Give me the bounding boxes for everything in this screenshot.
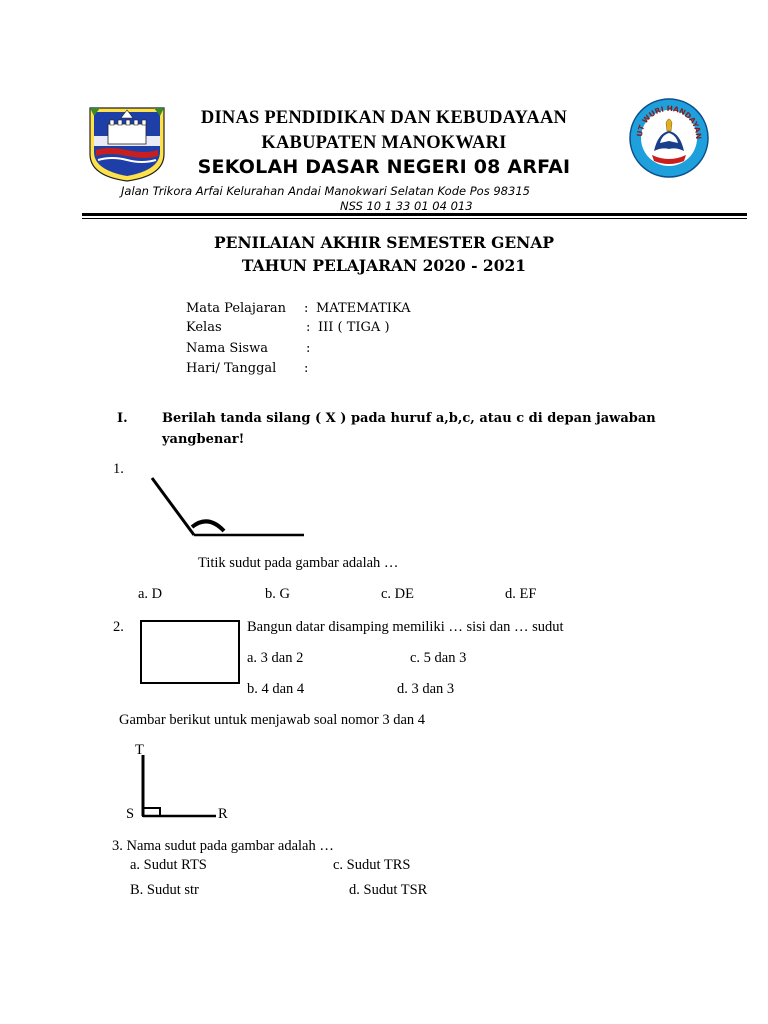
info-value-class: III ( TIGA ) [318,320,390,335]
q2-option-a[interactable]: a. 3 dan 2 [247,650,304,666]
q3-text: 3. Nama sudut pada gambar adalah … [112,838,334,854]
figure-label-t: T [135,742,144,758]
info-sep-subject: : [304,301,309,316]
exam-year: TAHUN PELAJARAN 2020 - 2021 [241,256,527,275]
info-label-student-name: Nama Siswa [186,341,268,356]
figure-label-s: S [126,806,135,822]
header-regency: KABUPATEN MANOKWARI [261,133,507,153]
section-number: I. [117,411,128,426]
info-sep-student-name: : [306,341,311,356]
exam-title: PENILAIAN AKHIR SEMESTER GENAP [213,233,555,252]
header-school: SEKOLAH DASAR NEGERI 08 ARFAI [197,156,571,178]
q3-option-d[interactable]: d. Sudut TSR [349,882,428,898]
q1-option-c[interactable]: c. DE [381,586,415,602]
header-address: Jalan Trikora Arfai Kelurahan Andai Manokwari Selatan Kode Pos 98315 [121,184,530,198]
q2-number: 2. [113,619,124,635]
figure-label-r: R [218,806,228,822]
q2-text: Bangun datar disamping memiliki … sisi dan … sudut [247,619,564,635]
info-sep-date: : [304,361,309,376]
header-rule-thin [82,218,747,219]
q3-option-c[interactable]: c. Sudut TRS [333,857,411,873]
q3-option-b[interactable]: B. Sudut str [130,882,199,898]
section-instruction-line1: Berilah tanda silang ( X ) pada huruf a,b,c, atau c di depan jawaban [162,411,656,426]
info-value-subject: MATEMATIKA [316,301,411,316]
q1-option-a[interactable]: a. D [138,586,163,602]
logo-motto-text: TUT WURI HANDAYANI [625,90,704,140]
q2-rectangle-figure [140,620,240,684]
header-agency: DINAS PENDIDIKAN DAN KEBUDAYAAN [200,108,568,128]
info-label-class: Kelas [186,320,222,335]
q1-text: Titik sudut pada gambar adalah … [198,555,399,571]
section-instruction-line2: yangbenar! [162,432,245,447]
header-nss: NSS 10 1 33 01 04 013 [340,199,473,213]
header-rule-thick [82,213,747,216]
q3-option-a[interactable]: a. Sudut RTS [130,857,207,873]
info-label-subject: Mata Pelajaran [186,301,287,316]
q3-right-angle-figure [138,750,218,820]
q1-number: 1. [113,461,124,477]
q1-option-b[interactable]: b. G [265,586,290,602]
q2-option-b[interactable]: b. 4 dan 4 [247,681,305,697]
q1-option-d[interactable]: d. EF [505,586,537,602]
figure-note: Gambar berikut untuk menjawab soal nomor 3 dan 4 [119,712,426,728]
q2-option-c[interactable]: c. 5 dan 3 [410,650,467,666]
q1-angle-figure [148,474,308,538]
info-label-date: Hari/ Tanggal [186,361,277,376]
info-sep-class: : [306,320,311,335]
q2-option-d[interactable]: d. 3 dan 3 [397,681,455,697]
